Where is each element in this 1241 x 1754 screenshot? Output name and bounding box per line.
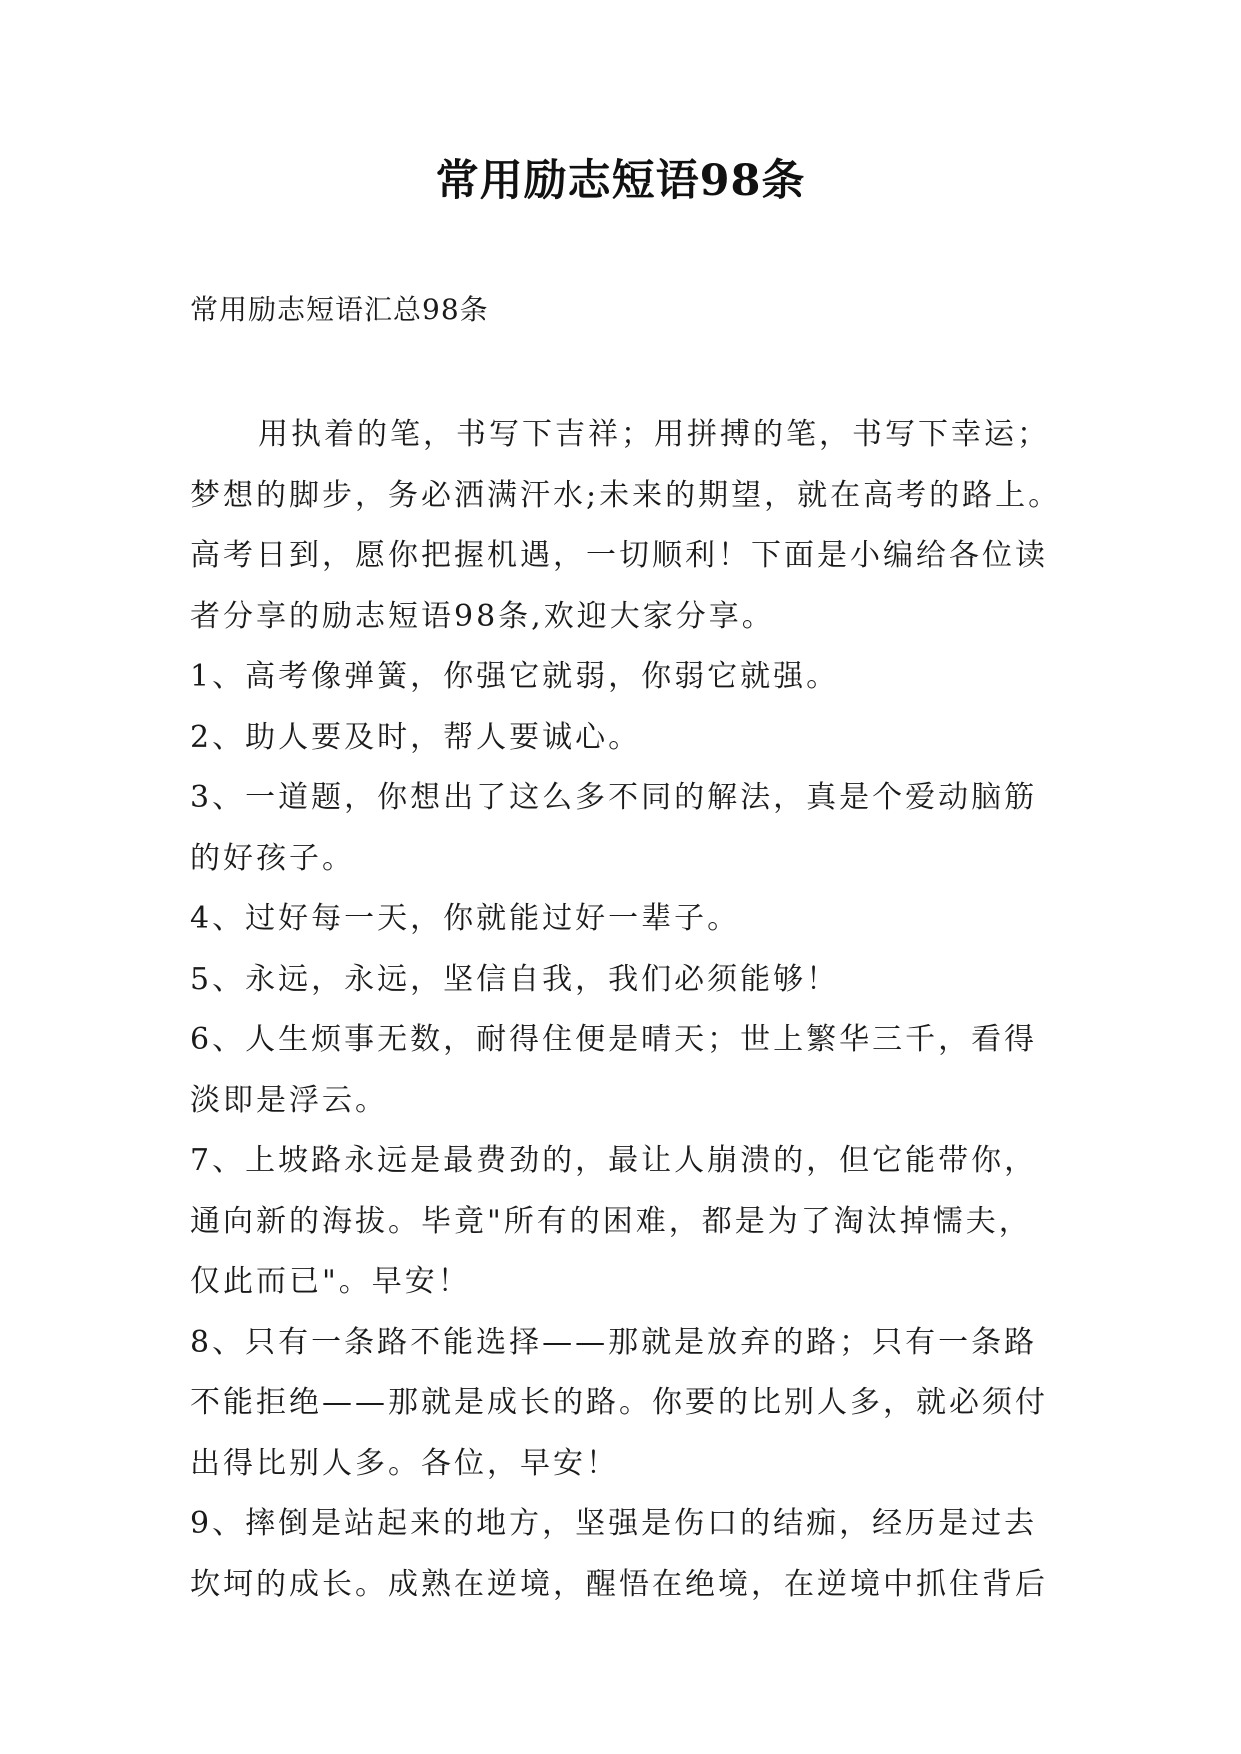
quote-3-line-2: 的好孩子。 bbox=[190, 840, 355, 876]
document-subtitle: 常用励志短语汇总98条 bbox=[190, 293, 489, 326]
quote-7-line-3: 仅此而已"。早安！ bbox=[190, 1264, 471, 1299]
quote-5-line-1: 5、永远，永远，坚信自我，我们必须能够！ bbox=[190, 961, 840, 997]
quote-6-line-2: 淡即是浮云。 bbox=[190, 1082, 388, 1118]
quote-7-line-2: 通向新的海拔。毕竟"所有的困难，都是为了淘汰掉懦夫， bbox=[190, 1203, 1032, 1239]
quote-2-line-1: 2、助人要及时，帮人要诚心。 bbox=[190, 719, 642, 755]
document-body bbox=[190, 405, 1060, 1615]
quote-9-line-2: 坎坷的成长。成熟在逆境，醒悟在绝境，在逆境中抓住背后 bbox=[190, 1566, 1048, 1602]
quote-1-line-1: 1、高考像弹簧，你强它就弱，你弱它就强。 bbox=[190, 659, 840, 694]
quote-8-line-2: 不能拒绝——那就是成长的路。你要的比别人多，就必须付 bbox=[190, 1385, 1048, 1420]
quote-9-line-1: 9、摔倒是站起来的地方，坚强是伤口的结痂，经历是过去 bbox=[190, 1506, 1038, 1541]
intro-line-4: 者分享的励志短语98条,欢迎大家分享。 bbox=[190, 598, 775, 634]
quote-6-line-1: 6、人生烦事无数，耐得住便是晴天；世上繁华三千，看得 bbox=[190, 1022, 1038, 1057]
quote-4-line-1: 4、过好每一天，你就能过好一辈子。 bbox=[190, 901, 741, 936]
quote-3-line-1: 3、一道题，你想出了这么多不同的解法，真是个爱动脑筋 bbox=[190, 780, 1038, 815]
intro-line-2: 梦想的脚步，务必洒满汗水;未来的期望，就在高考的路上。 bbox=[190, 477, 1062, 513]
intro-line-1: 用执着的笔，书写下吉祥；用拼搏的笔，书写下幸运； bbox=[258, 417, 1050, 452]
document-title: 常用励志短语98条 bbox=[435, 156, 806, 206]
intro-line-3: 高考日到，愿你把握机遇，一切顺利！下面是小编给各位读 bbox=[190, 538, 1048, 573]
quote-8-line-1: 8、只有一条路不能选择——那就是放弃的路；只有一条路 bbox=[190, 1324, 1038, 1360]
quote-7-line-1: 7、上坡路永远是最费劲的，最让人崩溃的，但它能带你， bbox=[190, 1143, 1038, 1178]
quote-8-line-3: 出得比别人多。各位，早安！ bbox=[190, 1445, 619, 1481]
